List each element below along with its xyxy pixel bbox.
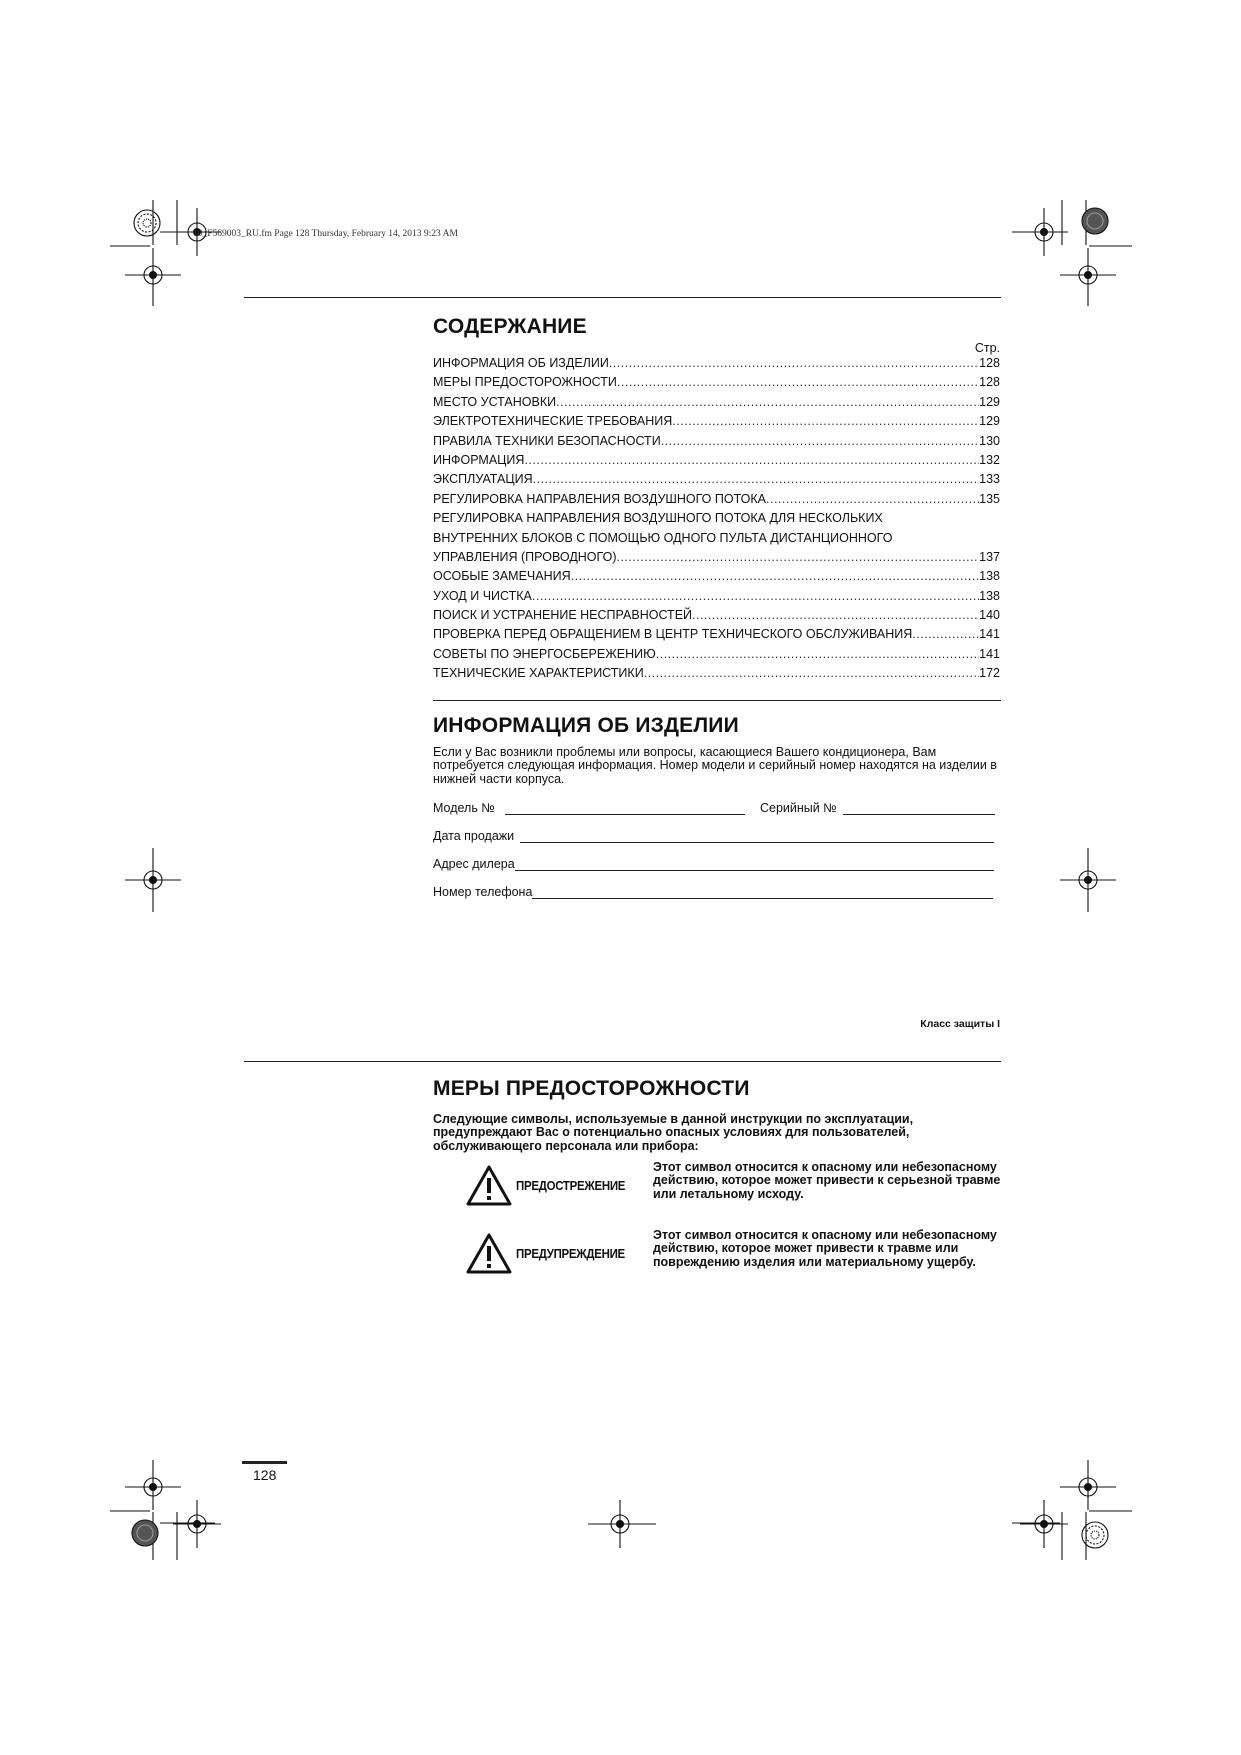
toc-entry-page: 138	[979, 588, 1000, 603]
toc-entry-page: 141	[979, 646, 1000, 661]
section-rule	[244, 1061, 1001, 1062]
toc-entry-title: УХОД И ЧИСТКА	[433, 588, 532, 603]
warning-label: ПРЕДУПРЕЖДЕНИЕ	[516, 1245, 625, 1261]
toc-entry-title: ОСОБЫЕ ЗАМЕЧАНИЯ	[433, 569, 571, 584]
crosshair-icon	[125, 248, 181, 306]
crop-marks-bottom-right	[1012, 1511, 1132, 1560]
serial-input-line[interactable]	[843, 802, 995, 815]
file-stamp: 10_F569003_RU.fm Page 128 Thursday, February 14, 2013 9:23 AM	[193, 229, 458, 239]
registration-star-icon	[134, 210, 160, 236]
toc-entry-title: ТЕХНИЧЕСКИЕ ХАРАКТЕРИСТИКИ	[433, 666, 644, 681]
toc-entry-line[interactable]	[433, 509, 1000, 528]
toc-entry-page: 132	[979, 452, 1000, 467]
toc-entry-page: 172	[979, 666, 1000, 681]
crosshair-icon	[125, 848, 181, 912]
warning-triangle-icon	[466, 1232, 512, 1274]
crosshair-icon	[1020, 208, 1068, 256]
sale-date-input-line[interactable]	[520, 830, 994, 843]
toc-title: СОДЕРЖАНИЕ	[433, 315, 587, 338]
toc-entry[interactable]	[433, 548, 1000, 567]
toc-entry-page: 140	[979, 608, 1000, 623]
model-input-line[interactable]	[505, 802, 745, 815]
precautions-intro: Следующие символы, используемые в данной инструкции по эксплуатации, предупреждают Вас о потенциально опасных условиях для пользователей, обслуживающего персонала или прибора:	[433, 1112, 914, 1153]
toc-entry-title: ЭКСПЛУАТАЦИЯ	[433, 472, 533, 487]
phone-input-line[interactable]	[532, 886, 993, 899]
model-field[interactable]	[433, 801, 745, 815]
toc-entry-title: РЕГУЛИРОВКА НАПРАВЛЕНИЯ ВОЗДУШНОГО ПОТОКА	[433, 491, 767, 506]
toc-entry[interactable]	[433, 625, 1000, 644]
toc-entry-title: ПРАВИЛА ТЕХНИКИ БЕЗОПАСНОСТИ	[433, 433, 661, 448]
caution-symbol	[466, 1164, 640, 1206]
dealer-address-input-line[interactable]	[515, 858, 994, 871]
toc-entry-page: 129	[979, 414, 1000, 429]
crosshair-icon	[125, 1460, 181, 1510]
protection-class: Класс защиты I	[920, 1018, 1000, 1030]
toc-entry[interactable]	[433, 470, 1000, 489]
page-number: 128	[253, 1467, 277, 1483]
product-info-title: ИНФОРМАЦИЯ ОБ ИЗДЕЛИИ	[433, 714, 739, 737]
crosshair-icon	[1060, 248, 1116, 306]
toc-entry[interactable]	[433, 645, 1000, 664]
toc-entry[interactable]	[433, 587, 1000, 606]
registration-dot-icon	[1082, 208, 1108, 234]
dealer-address-field[interactable]	[433, 857, 994, 871]
toc-entry[interactable]	[433, 606, 1000, 625]
registration-dot-icon	[132, 1520, 158, 1546]
sale-date-label: Дата продажи	[433, 829, 515, 843]
crosshair-icon	[1060, 848, 1116, 912]
toc-entry[interactable]	[433, 393, 1000, 412]
toc-entry-page: 141	[979, 627, 1000, 642]
toc-entry-page: 137	[979, 549, 1000, 564]
toc-entry[interactable]	[433, 567, 1000, 586]
toc-entry-title: ИНФОРМАЦИЯ ОБ ИЗДЕЛИИ	[433, 355, 609, 370]
toc-entry-title: ВНУТРЕННИХ БЛОКОВ С ПОМОЩЬЮ ОДНОГО ПУЛЬТА ДИСТАНЦИОННОГО	[433, 530, 893, 545]
toc-entry[interactable]	[433, 373, 1000, 392]
toc-entry-title: СОВЕТЫ ПО ЭНЕРГОСБЕРЕЖЕНИЮ	[433, 646, 656, 661]
toc-entry-page: 135	[979, 491, 1000, 506]
section-rule	[433, 700, 1001, 701]
phone-label: Номер телефона	[433, 885, 533, 899]
toc-entry-line[interactable]	[433, 529, 1000, 548]
toc-entry[interactable]	[433, 354, 1000, 373]
crosshair-icon	[1060, 1460, 1116, 1510]
dealer-address-label: Адрес дилера	[433, 857, 515, 871]
caution-label: ПРЕДОСТРЕЖЕНИЕ	[516, 1177, 626, 1193]
toc-entry-page: 130	[979, 433, 1000, 448]
toc-entry-page: 128	[979, 355, 1000, 370]
toc-entry[interactable]	[433, 490, 1000, 509]
toc-entry-title: ЭЛЕКТРОТЕХНИЧЕСКИЕ ТРЕБОВАНИЯ	[433, 414, 673, 429]
toc-entry[interactable]	[433, 664, 1000, 683]
crop-marks-top-right	[1012, 200, 1132, 246]
phone-field[interactable]	[433, 885, 993, 899]
toc-entry-title: РЕГУЛИРОВКА НАПРАВЛЕНИЯ ВОЗДУШНОГО ПОТОКА ДЛЯ НЕСКОЛЬКИХ	[433, 511, 883, 526]
warning-description: Этот символ относится к опасному или небезопасному действию, которое может привести к травме или повреждению изделия или материальному ущербу.	[653, 1228, 997, 1269]
toc-entry-page: 133	[979, 472, 1000, 487]
toc-entry-title: ПОИСК И УСТРАНЕНИЕ НЕСПРАВНОСТЕЙ	[433, 608, 693, 623]
toc-entry[interactable]	[433, 432, 1000, 451]
toc-entry-title: ИНФОРМАЦИЯ	[433, 452, 525, 467]
crosshair-icon	[173, 1500, 221, 1548]
toc-entry-page: 128	[979, 375, 1000, 390]
crosshair-icon	[588, 1500, 656, 1548]
toc-entry-title: МЕСТО УСТАНОВКИ	[433, 394, 557, 409]
product-info-intro: Если у Вас возникли проблемы или вопросы, касающиеся Вашего кондиционера, Вам потребуется следующая информация. Номер модели и серийный номер находятся на изделии в нижней части корпуса.	[433, 745, 997, 786]
toc-entry-page: 129	[979, 394, 1000, 409]
toc-list	[433, 354, 1000, 684]
page-number-rule	[242, 1461, 287, 1464]
registration-star-icon	[1082, 1522, 1108, 1548]
sale-date-field[interactable]	[433, 829, 994, 843]
crosshair-icon	[1020, 1500, 1068, 1548]
toc-entry-title: ПРОВЕРКА ПЕРЕД ОБРАЩЕНИЕМ В ЦЕНТР ТЕХНИЧЕСКОГО ОБСЛУЖИВАНИЯ	[433, 627, 913, 642]
toc-entry[interactable]	[433, 451, 1000, 470]
toc-entry-title: УПРАВЛЕНИЯ (ПРОВОДНОГО)	[433, 549, 617, 564]
section-rule	[244, 297, 1001, 298]
toc-entry-page: 138	[979, 569, 1000, 584]
warning-symbol	[466, 1232, 640, 1274]
crop-marks-bottom-left	[110, 1511, 215, 1560]
model-label: Модель №	[433, 801, 495, 815]
warning-triangle-icon	[466, 1164, 512, 1206]
caution-description: Этот символ относится к опасному или небезопасному действию, которое может привести к серьезной травме или летальному исходу.	[653, 1160, 1001, 1201]
toc-page-header: Стр.	[974, 341, 1000, 355]
precautions-title: МЕРЫ ПРЕДОСТОРОЖНОСТИ	[433, 1077, 750, 1100]
serial-label: Серийный №	[760, 801, 837, 815]
toc-entry-title: МЕРЫ ПРЕДОСТОРОЖНОСТИ	[433, 375, 617, 390]
toc-entry[interactable]	[433, 412, 1000, 431]
serial-field[interactable]	[760, 801, 995, 815]
